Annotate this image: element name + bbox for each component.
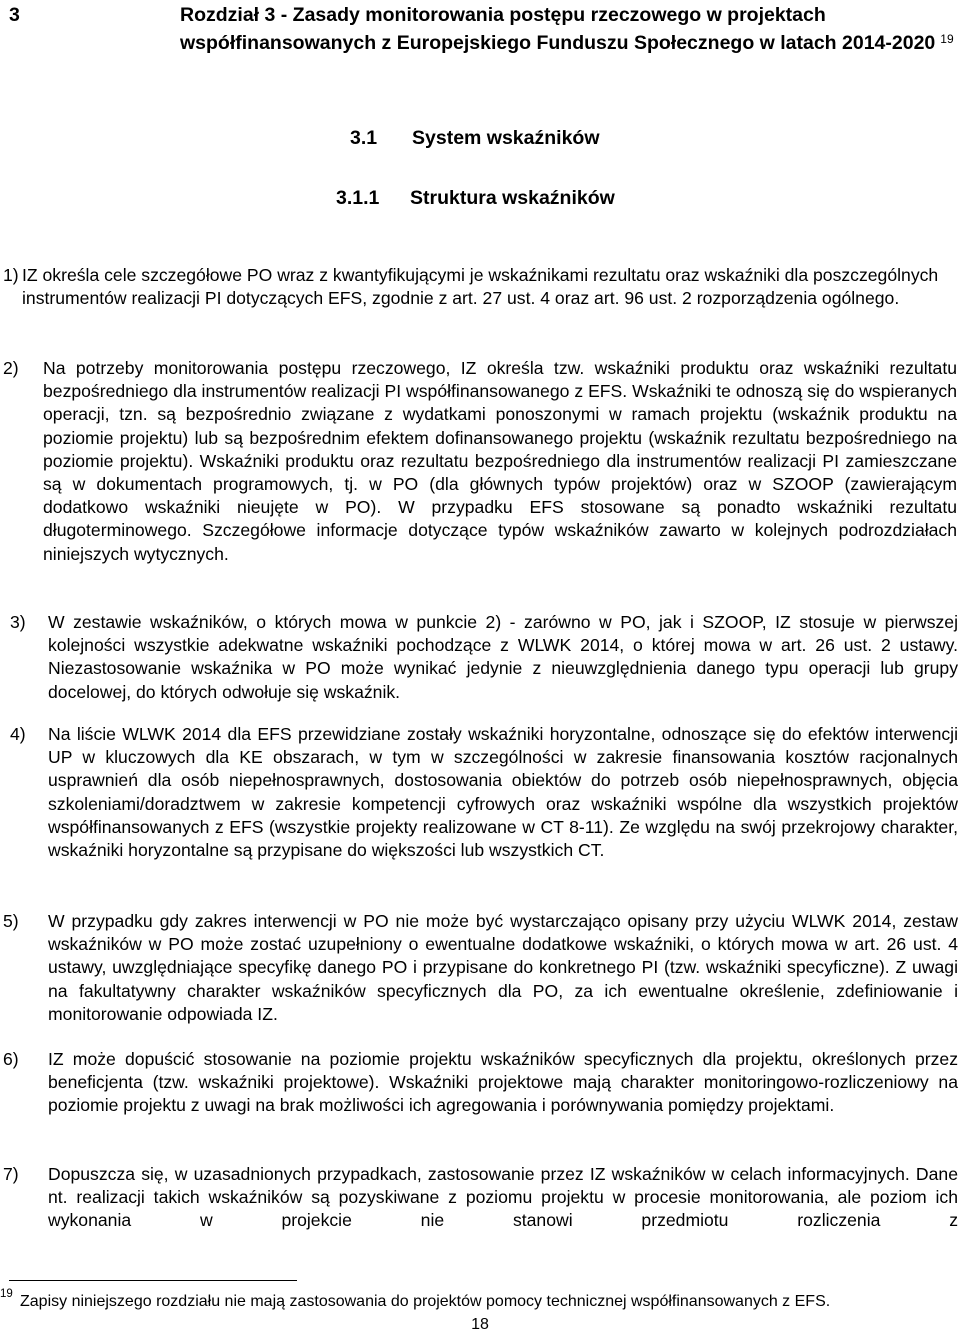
list-item-number: 1) (3, 265, 19, 285)
list-item-number: 5) (3, 911, 19, 931)
list-item-number: 7) (3, 1164, 19, 1184)
list-item-text: IZ może dopuścić stosowanie na poziomie projektu wskaźników specyficznych dla projektu, określonych przez beneficjenta (tzw. wskaźniki projektowe). Wskaźniki projektowe mają charakter monitoringowo-rozliczeniowy na poziomie projektu z uwagi na brak możliwości ich agregowania i porównywania pomiędzy projektami. (48, 1049, 958, 1116)
list-item-number: 2) (3, 358, 19, 378)
list-item-number: 6) (3, 1049, 19, 1069)
subsection-number: 3.1.1 (336, 187, 380, 209)
list-item-text: IZ określa cele szczegółowe PO wraz z kwantyfikującymi je wskaźnikami rezultatu oraz wskaźniki dla poszczególnych instrumentów realizacji PI dotyczących EFS, zgodnie z art. 27 ust. 4 oraz art. 96 ust. 2 rozporządzenia ogólnego. (22, 265, 939, 309)
list-item-text: W zestawie wskaźników, o których mowa w punkcie 2) - zarówno w PO, jak i SZOOP, IZ stosuje w pierwszej kolejności wszystkie adekwatne wskaźniki pochodzące z WLWK 2014, o której mowa w art. 26 ust. 2 ustawy. Niezastosowanie wskaźnika w PO może wynikać jedynie z nieuwzględnienia danego typu operacji lub grupy docelowej, do których odwołuje się wskaźnik. (48, 612, 958, 702)
footnote-reference[interactable]: 19 (940, 32, 954, 46)
subsection-title: Struktura wskaźników (410, 187, 615, 209)
list-item-text: Dopuszcza się, w uzasadnionych przypadkach, zastosowanie przez IZ wskaźników w celach informacyjnych. Dane nt. realizacji takich wskaźników są pozyskiwane z poziomu projektu w procesie monitorowania, ale poziom ich wykonania w projekcie nie stanowi przedmiotu rozliczenia z (48, 1164, 958, 1231)
chapter-number: 3 (9, 4, 20, 26)
page-number: 18 (471, 1316, 489, 1333)
section-number: 3.1 (350, 127, 378, 149)
list-item-text: Na liście WLWK 2014 dla EFS przewidziane zostały wskaźniki horyzontalne, odnoszące się do efektów interwencji UP w kluczowych dla KE obszarach, w tym w szczególności w zakresie finansowania kosztów racjonalnych usprawnień dla osób niepełnosprawnych, dostosowania obiektów do potrzeb osób niepełnosprawnych, objęcia szkoleniami/doradztwem w zakresie kompetencji cyfrowych oraz wskaźniki wspólne dla wszystkich projektów współfinansowanych z EFS (wszystkie projekty realizowane w CT 8-11). Ze względu na swój przekrojowy charakter, wskaźniki horyzontalne są przypisane do większości lub wszystkich CT. (48, 724, 958, 861)
footnote-divider (9, 1280, 297, 1281)
list-item-number: 3) (10, 612, 26, 632)
footnote-text: Zapisy niniejszego rozdziału nie mają zastosowania do projektów pomocy technicznej współfinansowanych z EFS. (20, 1293, 831, 1310)
list-item-text: W przypadku gdy zakres interwencji w PO nie może być wystarczająco opisany przy użyciu WLWK 2014, zestaw wskaźników w PO może zostać uzupełniony o ewentualne dodatkowe wskaźniki, o których mowa w art. 26 ust. 4 ustawy, uwzględniające specyfikę danego PO i przypisane do konkretnego PI (tzw. wskaźniki specyficzne). Z uwagi na fakultatywny charakter wskaźników specyficznych dla PO, za ich ewentualne określenie, zdefiniowanie i monitorowanie odpowiada IZ. (48, 911, 958, 1024)
list-item-text: Na potrzeby monitorowania postępu rzeczowego, IZ określa tzw. wskaźniki produktu oraz wskaźniki rezultatu bezpośredniego dla instrumentów realizacji PI współfinansowanego z EFS. Wskaźniki te odnoszą się do wspieranych operacji, tzn. są bezpośrednio związane z wydatkami ponoszonymi w ramach projektu (wskaźnik produktu na poziomie projektu) lub są bezpośrednim efektem dofinansowanego projektu (wskaźnik rezultatu bezpośredniego na poziomie projektu). Wskaźniki produktu oraz rezultatu bezpośredniego dla instrumentów realizacji PI zamieszczane są w dokumentach programowych, tj. w PO (dla głównych typów projektów) oraz w SZOOP (zawierającym dodatkowo wskaźniki nieujęte w PO). W przypadku EFS stosowane są ponadto wskaźniki rezultatu długoterminowego. Szczegółowe informacje dotyczące typów wskaźników zawarto w kolejnych podrozdziałach niniejszych wytycznych. (43, 358, 957, 564)
chapter-title-line1: Rozdział 3 - Zasady monitorowania postępu rzeczowego w projektach (180, 4, 826, 26)
list-item-number: 4) (10, 724, 26, 744)
footnote-number: 19 (0, 1288, 13, 1300)
section-title: System wskaźników (412, 127, 600, 149)
chapter-title-line2 (180, 28, 954, 59)
chapter-title-line2-text: współfinansowanych z Europejskiego Funduszu Społecznego w latach 2014-2020 (180, 32, 936, 54)
